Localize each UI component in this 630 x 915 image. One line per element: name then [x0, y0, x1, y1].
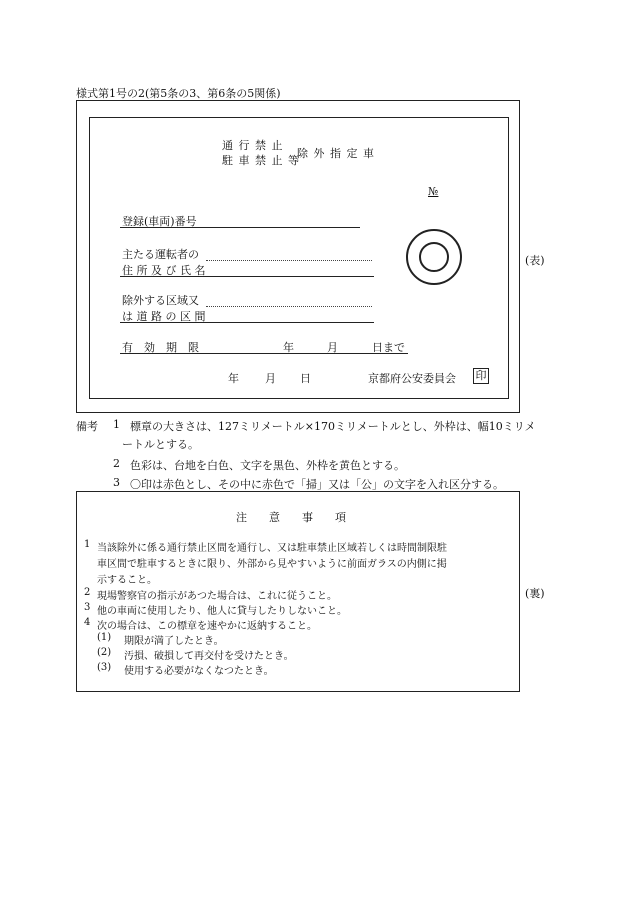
validity-label: 有 効 期 限 — [122, 341, 199, 354]
back-item-1-line-2: 車区間で駐車するときに限り、外部から見やすいように前面ガラスの内側に掲 — [97, 559, 447, 570]
back-sub-2-text: 汚損、破損して再交付を受けたとき。 — [124, 651, 294, 662]
seal-box: 印 — [473, 368, 489, 384]
back-item-3-number: 3 — [84, 602, 91, 613]
area-dotted-line — [206, 306, 372, 307]
area-label-2: は 道 路 の 区 間 — [122, 310, 206, 323]
back-item-2-text: 現場警察官の指示があつた場合は、これに従うこと。 — [97, 591, 337, 602]
stamp-circle-inner — [419, 242, 449, 272]
back-title: 注 意 事 項 — [236, 511, 346, 524]
title-line-2: 駐 車 禁 止 等 — [222, 154, 300, 167]
back-item-4-text: 次の場合は、この標章を速やかに返納すること。 — [97, 621, 317, 632]
issue-day: 日 — [300, 372, 311, 385]
registration-label: 登録(車両)番号 — [122, 215, 197, 228]
back-item-3-text: 他の車両に使用したり、他人に貸与したりしないこと。 — [97, 606, 347, 617]
validity-year: 年 — [283, 341, 294, 354]
back-item-1-number: 1 — [84, 539, 91, 550]
form-number-label: 様式第1号の2(第5条の3、第6条の5関係) — [76, 87, 281, 100]
back-sub-3-text: 使用する必要がなくなつたとき。 — [124, 666, 274, 677]
back-item-4-number: 4 — [84, 617, 91, 628]
area-underline — [120, 322, 374, 323]
number-mark: № — [428, 185, 439, 198]
back-sub-1-number: (1) — [97, 632, 112, 643]
back-sub-1-text: 期限が満了したとき。 — [124, 636, 224, 647]
remarks-heading: 備考 — [76, 420, 98, 433]
remark-3-number: 3 — [113, 476, 120, 489]
title-line-1: 通 行 禁 止 — [222, 139, 284, 152]
title-main: 除 外 指 定 車 — [297, 147, 375, 160]
driver-underline — [120, 276, 374, 277]
remark-3-text: 〇印は赤色とし、その中に赤色で「掃」又は「公」の文字を入れ区分する。 — [130, 478, 504, 491]
issue-month: 月 — [265, 372, 276, 385]
driver-label-2: 住 所 及 び 氏 名 — [122, 264, 206, 277]
registration-underline — [120, 227, 360, 228]
remark-2-number: 2 — [113, 457, 120, 470]
issuer-name: 京都府公安委員会 — [368, 372, 456, 385]
validity-until: 日まで — [372, 341, 405, 354]
remark-2-text: 色彩は、台地を白色、文字を黒色、外枠を黄色とする。 — [130, 459, 405, 472]
back-sub-2-number: (2) — [97, 647, 112, 658]
validity-month: 月 — [327, 341, 338, 354]
issue-year: 年 — [228, 372, 239, 385]
remark-1-number: 1 — [113, 418, 120, 431]
back-item-1-line-3: 示すること。 — [97, 575, 157, 586]
validity-underline — [120, 353, 408, 354]
back-item-1-line-1: 当該除外に係る通行禁止区間を通行し、又は駐車禁止区域若しくは時間制限駐 — [97, 543, 447, 554]
back-sub-3-number: (3) — [97, 662, 112, 673]
driver-dotted-line — [206, 260, 372, 261]
remark-1-line-2: ートルとする。 — [122, 438, 199, 451]
back-side-label: (裏) — [525, 587, 545, 600]
area-label-1: 除外する区域又 — [122, 294, 199, 307]
front-side-label: (表) — [525, 254, 545, 267]
driver-label-1: 主たる運転者の — [122, 248, 199, 261]
back-item-2-number: 2 — [84, 587, 91, 598]
remark-1-line-1: 標章の大きさは、127ミリメートル×170ミリメートルとし、外枠は、幅10ミリメ — [130, 420, 536, 433]
